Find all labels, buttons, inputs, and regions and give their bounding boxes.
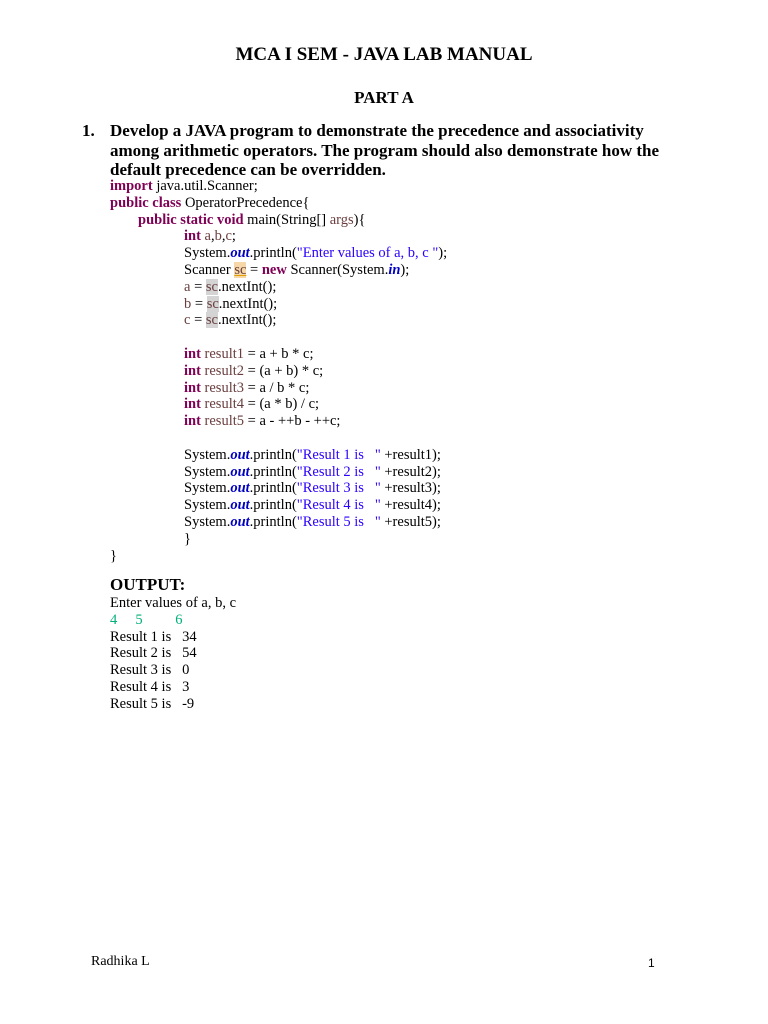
variable: c [225, 228, 232, 245]
string-literal: "Enter values of a, b, c " [296, 245, 439, 262]
field: out [230, 480, 250, 497]
code-text: .println( [249, 497, 297, 514]
variable-highlighted: sc [234, 261, 247, 278]
string-literal: "Result 4 is " [296, 497, 381, 514]
code-text: System. [184, 463, 231, 480]
code-text: +result3); [380, 480, 441, 497]
string-literal: "Result 5 is " [296, 513, 381, 530]
code-line-close-class [110, 548, 447, 565]
code-line-read-a [110, 279, 447, 296]
code-text: .nextInt(); [218, 295, 278, 312]
variable: c [184, 312, 191, 329]
code-line-print4 [110, 497, 447, 514]
footer-author: Radhika L [91, 954, 150, 969]
code-text: } [184, 530, 191, 547]
code-line-read-c [110, 312, 447, 329]
keyword: int [184, 379, 201, 396]
code-text: +result5); [380, 513, 441, 530]
string-literal: "Result 3 is " [296, 480, 381, 497]
code-blank-line [110, 430, 447, 447]
keyword: public class [110, 194, 182, 211]
code-text: OperatorPrecedence{ [181, 194, 310, 211]
code-line-class [110, 195, 447, 212]
code-text: +result2); [380, 463, 441, 480]
code-text: = (a + b) * c; [244, 362, 324, 379]
keyword: new [261, 261, 287, 278]
code-line-scanner [110, 262, 447, 279]
string-literal: "Result 2 is " [296, 463, 381, 480]
keyword: int [184, 362, 201, 379]
page-number: 1 [648, 956, 655, 970]
code-line-print2 [110, 464, 447, 481]
code-text: .println( [249, 245, 297, 262]
variable: a [184, 278, 191, 295]
code-text: .println( [249, 513, 297, 530]
code-text: } [110, 547, 117, 564]
variable-highlighted: sc [206, 295, 219, 312]
output-line: Result 2 is 54 [110, 645, 197, 662]
code-text: ); [400, 261, 410, 278]
field: out [230, 245, 250, 262]
code-text: System. [184, 513, 231, 530]
output-heading: OUTPUT: [110, 575, 186, 594]
code-line-prompt [110, 245, 447, 262]
code-text: = a / b * c; [244, 379, 310, 396]
variable: a [204, 228, 211, 245]
code-blank-line [110, 329, 447, 346]
code-text: = a - ++b - ++c; [244, 413, 341, 430]
code-text: = [246, 261, 262, 278]
variable: result2 [204, 362, 245, 379]
keyword: public static void [138, 211, 244, 228]
code-line-print3 [110, 480, 447, 497]
code-text: ){ [353, 211, 366, 228]
code-text: System. [184, 497, 231, 514]
code-line-close-method [110, 531, 447, 548]
code-text: = (a * b) / c; [244, 396, 320, 413]
keyword: int [184, 228, 201, 245]
code-text: main(String[] [243, 211, 330, 228]
code-text: Scanner [184, 261, 235, 278]
question-number: 1. [82, 121, 95, 140]
variable: b [214, 228, 222, 245]
code-text: = [191, 295, 207, 312]
code-text: = [190, 312, 206, 329]
code-listing [110, 178, 447, 564]
output-prompt: Enter values of a, b, c [110, 595, 237, 611]
code-line-result2 [110, 363, 447, 380]
variable: b [184, 295, 192, 312]
document-title: MCA I SEM - JAVA LAB MANUAL [235, 44, 533, 65]
code-text: ); [438, 245, 448, 262]
code-line-import [110, 178, 447, 195]
variable: result4 [204, 396, 245, 413]
code-line-result1 [110, 346, 447, 363]
code-line-print1 [110, 447, 447, 464]
code-line-decl: int a,b,c; [184, 228, 236, 245]
field: out [230, 513, 250, 530]
code-line-main [110, 212, 447, 229]
variable: result5 [204, 413, 245, 430]
field: out [230, 446, 250, 463]
keyword: int [184, 345, 201, 362]
code-text: .nextInt(); [217, 278, 277, 295]
code-text: Scanner(System. [286, 261, 389, 278]
variable-highlighted: sc [205, 312, 218, 329]
code-text: .println( [249, 480, 297, 497]
code-line-result3 [110, 380, 447, 397]
code-line-read-b [110, 296, 447, 313]
output-line: Result 4 is 3 [110, 678, 190, 695]
code-text: .nextInt(); [217, 312, 277, 329]
variable: result3 [204, 379, 245, 396]
output-inputs: 4 5 6 [110, 611, 183, 628]
string-literal: "Result 1 is " [296, 446, 381, 463]
output-block [110, 595, 236, 713]
variable-highlighted: sc [205, 278, 218, 295]
output-line: Result 5 is -9 [110, 695, 195, 712]
keyword: import [110, 178, 153, 194]
code-text: java.util.Scanner; [152, 178, 258, 194]
code-text: +result4); [380, 497, 441, 514]
keyword: int [184, 396, 201, 413]
code-text: .println( [249, 463, 297, 480]
part-heading: PART A [354, 88, 414, 107]
output-line: Result 1 is 34 [110, 628, 197, 645]
output-line: Result 3 is 0 [110, 662, 190, 679]
variable: result1 [204, 345, 245, 362]
question-text: Develop a JAVA program to demonstrate the precedence and associativity among arithmetic operators. The program should also demonstrate how the default precedence can be overridden. [110, 121, 660, 179]
code-line-print5 [110, 514, 447, 531]
code-text: +result1); [380, 446, 441, 463]
code-text: System. [184, 446, 231, 463]
keyword: int [184, 413, 201, 430]
code-text: System. [184, 245, 231, 262]
variable: args [329, 211, 354, 228]
field: out [230, 463, 250, 480]
code-line-result5 [110, 413, 447, 430]
code-text: = [190, 278, 206, 295]
code-text: System. [184, 480, 231, 497]
code-text: = a + b * c; [244, 345, 314, 362]
field: out [230, 497, 250, 514]
code-line-result4 [110, 396, 447, 413]
code-text: .println( [249, 446, 297, 463]
field: in [388, 261, 401, 278]
